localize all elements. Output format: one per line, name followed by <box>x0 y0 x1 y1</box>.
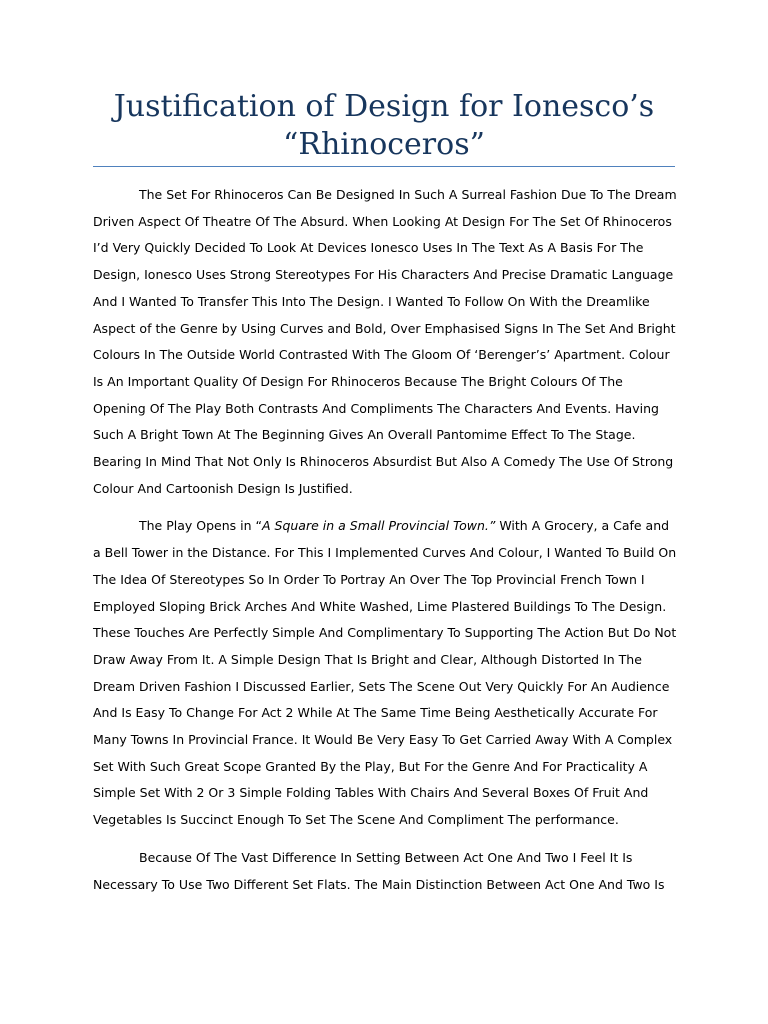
document-body <box>93 182 677 909</box>
paragraph-2-quote: A Square in a Small Provincial Town.” <box>261 518 496 534</box>
title-underline-divider <box>93 166 675 167</box>
paragraph-1: The Set For Rhinoceros Can Be Designed In Such A Surreal Fashion Due To The Dream Driven Aspect Of Theatre Of The Absurd. When Looking At Design For The Set Of Rhinoceros I’d Very Quickly Decided To Look At Devices Ionesco Uses In The Text As A Basis For The Design, Ionesco Uses Strong Stereotypes For His Characters And Precise Dramatic Language And I Wanted To Transfer This Into The Design. I Wanted To Follow On With the Dreamlike Aspect of the Genre by Using Curves and Bold, Over Emphasised Signs In The Set And Bright Colours In The Outside World Contrasted With The Gloom Of ‘Berenger’s’ Apartment. Colour Is An Important Quality Of Design For Rhinoceros Because The Bright Colours Of The Opening Of The Play Both Contrasts And Compliments The Characters And Events. Having Such A Bright Town At The Beginning Gives An Overall Pantomime Effect To The Stage. Bearing In Mind That Not Only Is Rhinoceros Absurdist But Also A Comedy The Use Of Strong Colour And Cartoonish Design Is Justified. <box>93 187 677 496</box>
title-line-2: “Rhinoceros” <box>283 127 485 162</box>
paragraph-2 <box>93 513 677 833</box>
paragraph-2-rest: With A Grocery, a Cafe and a Bell Tower in the Distance. For This I Implemented Curves And Colour, I Wanted To Build On The Idea Of Stereotypes So In Order To Portray An Over The Top Provincial French Town I Employed Sloping Brick Arches And White Washed, Lime Plastered Buildings To The Design. These Touches Are Perfectly Simple And Complimentary To Supporting The Action But Do Not Draw Away From It. A Simple Design That Is Bright and Clear, Although Distorted In The Dream Driven Fashion I Discussed Earlier, Sets The Scene Out Very Quickly For An Audience And Is Easy To Change For Act 2 While At The Same Time Being Aesthetically Accurate For Many Towns In Provincial France. It Would Be Very Easy To Get Carried Away With A Complex Set With Such Great Scope Granted By the Play, But For the Genre And For Practicality A Simple Set With 2 Or 3 Simple Folding Tables With Chairs And Several Boxes Of Fruit And Vegetables Is Succinct Enough To Set The Scene And Compliment The performance. <box>93 518 677 828</box>
document-title <box>93 88 675 164</box>
paragraph-3: Because Of The Vast Difference In Setting Between Act One And Two I Feel It Is Necessary To Use Two Different Set Flats. The Main Distinction Between Act One And Two Is <box>93 849 665 892</box>
paragraph-2-intro: The Play Opens in “ <box>139 518 262 534</box>
title-line-1: Justification of Design for Ionesco’s <box>113 89 655 124</box>
